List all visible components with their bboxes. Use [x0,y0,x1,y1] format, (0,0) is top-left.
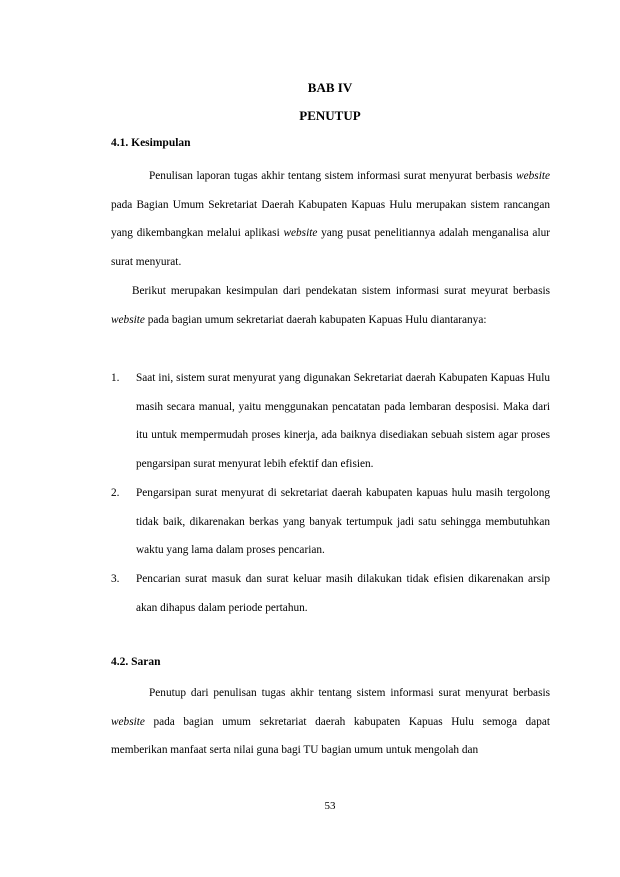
emphasis-website: website [283,227,318,240]
list-number: 3. [111,572,120,585]
list-number: 1. [111,372,120,384]
conclusion-list [111,364,550,622]
chapter-number: BAB IV [307,80,353,95]
paragraph: Penutup dari penulisan tugas akhir tentang sistem informasi surat menyurat berbasis website pada bagian umum sekretariat daerah kabupaten Kapuas Hulu semoga dapat memberikan manfaat serta nilai guna bagi TU bagian umum untuk mengolah dan [111,687,550,757]
suggestion-paragraph [111,679,550,765]
list-item [111,565,550,622]
list-item [111,479,550,565]
paragraph: Penulisan laporan tugas akhir tentang sistem informasi surat menyurat berbasis website pada Bagian Umum Sekretariat Daerah Kabupaten Kapuas Hulu merupakan sistem rancangan yang dikembangkan melalui aplikasi website yang pusat penelitiannya adalah menganalisa alur surat menyurat. [111,170,550,269]
paragraph: Berikut merupakan kesimpulan dari pendekatan sistem informasi surat meyurat berbasis website pada bagian umum sekretariat daerah kabupaten Kapuas Hulu diantaranya: [111,285,550,326]
section-heading-kesimpulan: 4.1. Kesimpulan [111,137,191,149]
list-number: 2. [111,486,120,499]
list-item-text: Saat ini, sistem surat menyurat yang digunakan Sekretariat daerah Kabupaten Kapuas Hulu masih secara manual, yaitu menggunakan pencatatan pada lembaran desposisi. Maka dari itu untuk mempermudah proses kinerja, ada baiknya disediakan sebuah sistem agar proses pengarsipan surat menyurat lebih efektif dan efisien. [136,372,550,471]
section-heading-saran: 4.2. Saran [111,656,161,668]
list-item-text: Pengarsipan surat menyurat di sekretariat daerah kabupaten kapuas hulu masih tergolong tidak baik, dikarenakan berkas yang banyak tertumpuk jadi satu sehingga membutuhkan waktu yang lama dalam proses pencarian. [136,486,550,557]
emphasis-website: website [111,313,145,326]
emphasis-website: website [516,170,550,182]
page-number: 53 [324,800,336,812]
conclusion-list-intro-paragraph [111,277,550,334]
conclusion-intro-paragraph [111,162,550,277]
list-item [111,364,550,479]
list-item-text: Pencarian surat masuk dan surat keluar masih dilakukan tidak efisien dikarenakan arsip akan dihapus dalam periode pertahun. [136,572,550,614]
emphasis-website: website [111,715,145,728]
chapter-title: PENUTUP [299,108,361,123]
